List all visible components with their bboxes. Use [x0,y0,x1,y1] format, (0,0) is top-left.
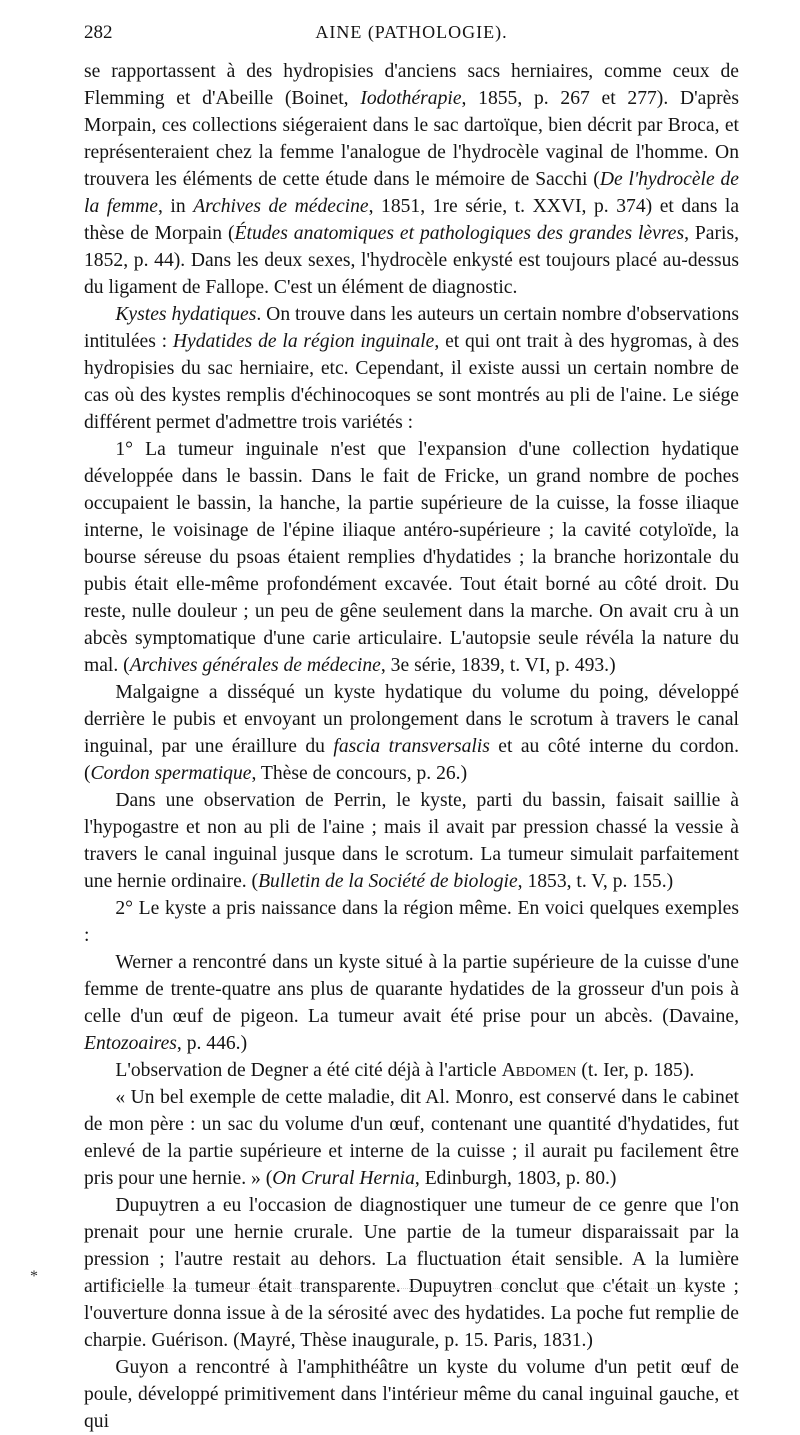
paragraph [84,1192,739,1354]
italic-run: Cordon spermatique [90,763,252,784]
text-run: , 1851, 1re série, t. XXVI, p. 374) et dans la thèse de Morpain ( [84,196,740,244]
italic-run: Bulletin de la Société de biologie [258,871,518,892]
page-number: 282 [84,22,113,43]
body-text [84,58,739,1435]
paragraph [84,436,739,679]
italic-run: Entozoaires [84,1033,177,1054]
text-run: Dupuytren a eu l'occasion de diagnostiquer une tumeur de ce genre que l'on prenait pour une hernie crurale. Une partie de la tumeur disparaissait par la pression ; l'autre restait au dehors. La fluctuation était sensible. A la lumière artificielle la tumeur était transparente. Dupuytren conclut que c'était un kyste ; l'ouverture donna issue à de la sérosité avec des hydatides. La poche fut remplie de charpie. Guérison. (Mayré, Thèse inaugurale, p. 15. Paris, 1831.) [84,1195,739,1351]
text-run: , 3e série, 1839, t. VI, p. 493.) [380,655,616,676]
italic-run: Archives de médecine [193,196,369,217]
paragraph [84,1354,739,1435]
paragraph [84,1084,739,1192]
text-run: Guyon a rencontré à l'amphithéâtre un kyste du volume d'un petit œuf de poule, développé primitivement dans l'intérieur même du canal inguinal gauche, et qui [84,1357,739,1432]
paragraph [84,58,739,301]
text-run: et au côté interne du cordon. ( [84,736,739,784]
text-run: , Thèse de concours, p. 26.) [251,763,468,784]
paragraph [84,1057,739,1084]
text-run: Malgaigne a disséqué un kyste hydatique du volume du poing, développé derrière le pubis et envoyant un prolongement dans le scrotum à travers le canal inguinal, par une éraillure du [84,682,739,757]
italic-run: Hydatides de la région inguinale [172,331,435,352]
text-run: , et qui ont trait à des hygromas, à des hydropisies du sac herniaire, etc. Cependant, il existe aussi un certain nombre de cas où des kystes remplis d'échinocoques se sont montrés au pli de l'aine. Le siége différent permet d'admettre trois variétés : [84,331,739,433]
text-run: se rapportassent à des hydropisies d'anciens sacs herniaires, comme ceux de Flemming et d'Abeille (Boinet, [84,61,739,109]
text-run: 2° Le kyste a pris naissance dans la région même. En voici quelques exemples : [84,898,739,946]
margin-mark: * [30,1268,38,1285]
paragraph [84,301,739,436]
italic-run: Études anatomiques et pathologiques des grandes lèvres [234,223,685,244]
text-run: Werner a rencontré dans un kyste situé à la partie supérieure de la cuisse d'une femme de trente-quatre ans plus de quarante hydatides de la grosseur d'un pois à celle d'un œuf de pigeon. La tumeur avait été prise pour un abcès. (Davaine, [84,952,739,1027]
bottom-rule [110,1288,710,1289]
text-run: Dans une observation de Perrin, le kyste, parti du bassin, faisait saillie à l'hypogastre et non au pli de l'aine ; mais il avait par pression chassé la vessie à travers le canal inguinal jusque dans le scrotum. La tumeur simulait parfaitement une hernie ordinaire. ( [84,790,739,892]
italic-run: fascia transversalis [333,736,490,757]
text-run: « Un bel exemple de cette maladie, dit Al. Monro, est conservé dans le cabinet de mon père : un sac du volume d'un œuf, contenant une quantité d'hydatides, fut enlevé de la partie supérieure et interne de la cuisse ; il aurait pu facilement être pris pour une hernie. » ( [84,1087,739,1189]
paragraph [84,949,739,1057]
paragraph [84,787,739,895]
text-run: , in [157,196,194,217]
text-run: , 1855, p. 267 et 277). D'après Morpain, ces collections siégeraient dans le sac dartoïque, bien décrit par Broca, et représenteraient chez la femme l'analogue de l'hydrocèle vaginal de l'homme. On trouvera les éléments de cette étude dans le mémoire de Sacchi ( [84,88,739,190]
text-run: , Edinburgh, 1803, p. 80.) [414,1168,617,1189]
italic-run: Kystes hydatiques [115,304,257,325]
paragraph [84,679,739,787]
text-run: L'observation de Degner a été cité déjà à l'article [115,1060,502,1081]
text-run: , Paris, 1852, p. 44). Dans les deux sexes, l'hydrocèle enkysté est toujours placé au-dessus du ligament de Fallope. C'est un élément de diagnostic. [84,223,739,298]
italic-run: Iodothérapie [360,88,462,109]
text-run: , p. 446.) [176,1033,248,1054]
text-run: 1° La tumeur inguinale n'est que l'expansion d'une collection hydatique développée dans le bassin. Dans le fait de Fricke, un grand nombre de poches occupaient le bassin, la hanche, la partie supérieure de la cuisse, la fosse iliaque interne, le voisinage de l'épine iliaque antéro-supérieure ; la cavité cotyloïde, la bourse séreuse du psoas étaient remplies d'hydatides ; la branche horizontale du pubis était elle-même profondément excavée. Tout était borné au côté droit. Du reste, nulle douleur ; un peu de gêne seulement dans la marche. On avait cru à un abcès symptomatique d'une carie articulaire. L'autopsie seule révéla la nature du mal. ( [84,439,739,676]
italic-run: De l'hydrocèle de la femme [84,169,739,217]
text-run: (t. Ier, p. 185). [576,1060,695,1081]
text-run: , 1853, t. V, p. 155.) [517,871,674,892]
text-run: . On trouve dans les auteurs un certain nombre d'observations intitulées : [84,304,739,352]
running-title: AINE (PATHOLOGIE). [315,22,508,42]
small-caps-run: Abdomen [501,1060,577,1081]
italic-run: Archives générales de médecine [129,655,381,676]
paragraph [84,895,739,949]
italic-run: On Crural Hernia [272,1168,415,1189]
page-header [84,22,739,48]
